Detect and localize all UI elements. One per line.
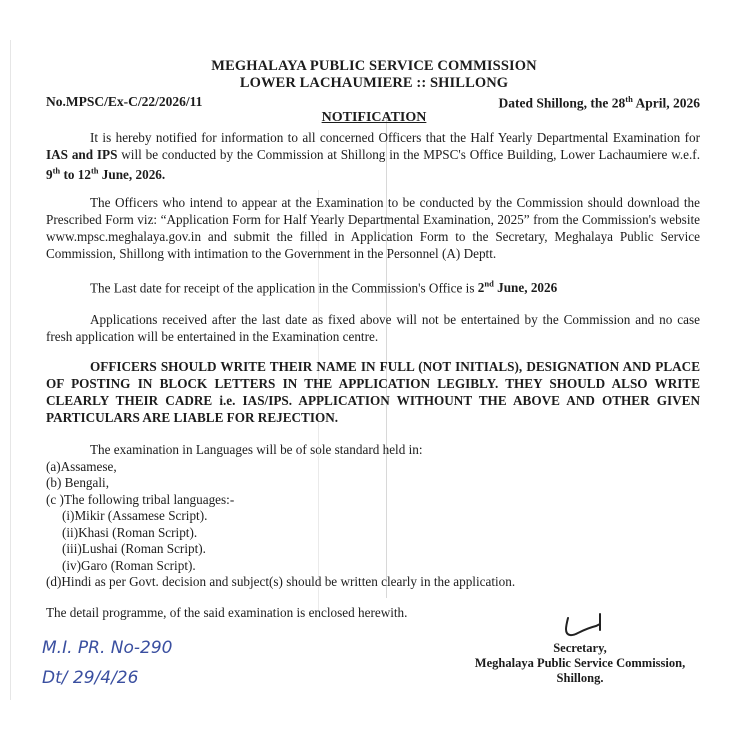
tribal-language-item: (iv)Garo (Roman Script). xyxy=(62,557,196,573)
language-item: (b) Bengali, xyxy=(46,475,109,490)
languages-list xyxy=(46,442,515,591)
languages-intro: The examination in Languages will be of sole standard held in: xyxy=(90,442,423,457)
scan-artifact-line xyxy=(10,40,11,700)
reference-number: No.MPSC/Ex-C/22/2026/11 xyxy=(46,94,203,109)
org-address: LOWER LACHAUMIERE :: SHILLONG xyxy=(239,75,509,91)
paragraph-form-download: The Officers who intend to appear at the Examination to be conducted by the Commission should download the Prescribed Form viz: “Application Form for Half Yearly Departmental Examination, 2025” from the Commission's website www.mpsc.meghalaya.gov.in and submit the filled in Application Form to the Secretary, Meghalaya Public Service Commission, Shillong with intimation to the Government in the Personnel (A) Deptt. xyxy=(46,195,700,261)
paragraph-exam-announcement: It is hereby notified for information to all concerned Officers that the Half Yearly Departmental Examination for IAS and IPS will be conducted by the Commission at Shillong in the MPSC's Office Building, Lower Lachaumiere w.e.f. 9th to 12th June, 2026. xyxy=(46,130,700,183)
tribal-language-item: (ii)Khasi (Roman Script). xyxy=(62,524,198,540)
paragraph-instructions-caps: OFFICERS SHOULD WRITE THEIR NAME IN FULL (NOT INITIALS), DESIGNATION AND PLACE OF POSTING IN BLOCK LETTERS IN THE APPLICATION LEGIBLY. THEY SHOULD ALSO WRITE CLEARLY THEIR CADRE i.e. IAS/IPS. APPLICATION WITHOUNT THE ABOVE AND OTHER GIVEN PARTICULARS ARE LIABLE FOR REJECTION. xyxy=(46,359,700,425)
signatory-title: Secretary, xyxy=(553,641,607,655)
signature-block xyxy=(450,641,710,686)
handwritten-note-line2: Dt/ 29/4/26 xyxy=(42,668,139,688)
paragraph-last-date: The Last date for receipt of the application in the Commission's Office is 2nd June, 2026 xyxy=(90,279,558,296)
closing-line: The detail programme, of the said examination is enclosed herewith. xyxy=(46,605,408,620)
language-item-hindi: (d)Hindi as per Govt. decision and subject(s) should be written clearly in the application. xyxy=(46,574,516,589)
language-item: (c )The following tribal languages:- xyxy=(46,491,235,507)
signatory-org: Meghalaya Public Service Commission, xyxy=(474,656,686,670)
reference-date: Dated Shillong, the 28th April, 2026 xyxy=(498,94,700,111)
notification-title: NOTIFICATION xyxy=(321,110,427,125)
tribal-language-item: (iii)Lushai (Roman Script). xyxy=(62,541,206,556)
paragraph-late-applications: Applications received after the last date as fixed above will not be entertained by the Commission and no case fresh application will be entertained in the Examination centre. xyxy=(46,312,700,344)
signature-mark-icon xyxy=(560,612,610,640)
signatory-place: Shillong. xyxy=(556,671,604,685)
handwritten-note-line1: M.I. PR. No-290 xyxy=(42,638,173,658)
language-item: (a)Assamese, xyxy=(46,458,117,474)
tribal-language-item: (i)Mikir (Assamese Script). xyxy=(62,508,208,523)
org-name: MEGHALAYA PUBLIC SERVICE COMMISSION xyxy=(211,58,537,74)
